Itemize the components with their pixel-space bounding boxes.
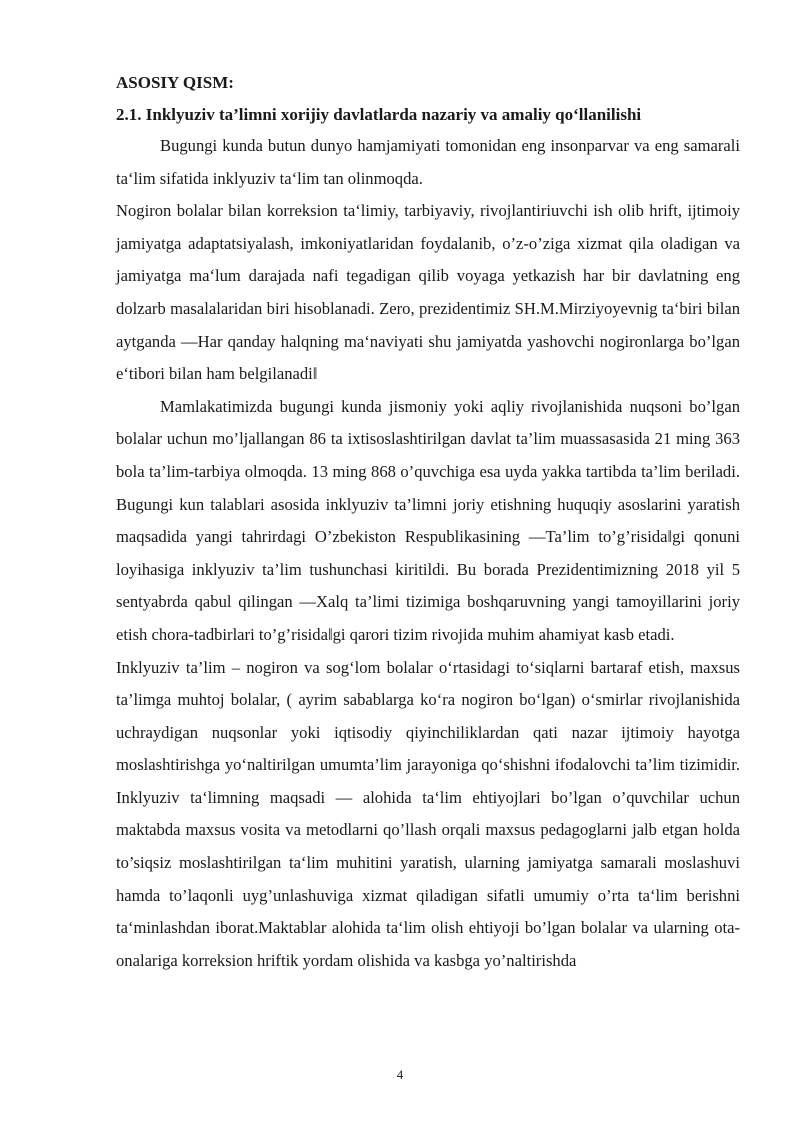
section-title: 2.1. Inklyuziv ta’limni xorijiy davlatlarda nazariy va amaliy qo‘llanilishi [116, 105, 642, 124]
paragraph-intro: Bugungi kunda butun dunyo hamjamiyati tomonidan eng insonparvar va eng samarali ta‘lim sifatida inklyuziv ta‘lim tan olinmoqda. [116, 136, 740, 188]
page-content [116, 72, 740, 977]
section-label: ASOSIY QISM: [116, 73, 234, 92]
paragraph-correction: Nogiron bolalar bilan korreksion ta‘limiy, tarbiyaviy, rivojlantiriuvchi ish olib hrift, ijtimoiy jamiyatga adaptatsiyalash, imkoniyatlaridan foydalanib, o’z-o’ziga xizmat qila oladigan va jamiyatga ma‘lum darajada nafi tegadigan qilib voyaga yetkazish har bir davlatning eng dolzarb masalalaridan biri hisoblanadi. Zero, prezidentimiz SH.M.Mirziyoyevnig ta‘biri bilan aytganda ―Har qanday halqning ma‘naviyati shu jamiyatda yashovchi nogironlarga bo’lgan e‘tibori bilan ham belgilanadi‖ [116, 201, 740, 384]
paragraph-statistics: Mamlakatimizda bugungi kunda jismoniy yoki aqliy rivojlanishida nuqsoni bo’lgan bolalar uchun mo’ljallangan 86 ta ixtisoslashtirilgan davlat ta’lim muassasasida 21 ming 363 bola ta’lim-tarbiya olmoqda. 13 ming 868 o’quvchiga esa uyda yakka tartibda ta’lim beriladi. Bugungi kun talablari asosida inklyuziv ta’limni joriy etishning huquqiy asoslarini yaratish maqsadida yangi tahrirdagi O’zbekiston Respublikasining ―Ta’lim to’g’risida‖gi qonuni loyihasiga inklyuziv ta’lim tushunchasi kiritildi. Bu borada Prezidentimizning 2018 yil 5 sentyabrda qabul qilingan ―Xalq ta’limi tizimiga boshqaruvning yangi tamoyillarini joriy etish chora-tadbirlari to’g’risida‖gi qarori tizim rivojida muhim ahamiyat kasb etadi. [116, 396, 740, 644]
page-number: 4 [396, 1067, 404, 1082]
paragraph-definition: Inklyuziv ta’lim – nogiron va sog‘lom bolalar o‘rtasidagi to‘siqlarni bartaraf etish, maxsus ta’limga muhtoj bolalar, ( ayrim sabablarga ko‘ra nogiron bo‘lgan) o‘smirlar rivojlanishida uchraydigan nuqsonlar yoki iqtisodiy qiyinchiliklardan qati nazar ijtimoiy hayotga moslashtirishga yo‘naltirilgan umumta’lim jarayoniga qo‘shishni ifodalovchi ta’lim tizimidir. Inklyuziv ta‘limning maqsadi — alohida ta‘lim ehtiyojlari bo’lgan o’quvchilar uchun maktabda maxsus vosita va metodlarni qo’llash orqali maxsus pedagoglarni jalb etgan holda to’siqsiz moslashtirilgan ta‘lim muhitini yaratish, ularning jamiyatga samarali moslashuvi hamda to’laqonli uyg’unlashuviga xizmat qiladigan sifatli umumiy o’rta ta‘lim berishni ta‘minlashdan iborat.Maktablar alohida ta‘lim olish ehtiyoji bo’lgan bolalar va ularning ota-onalariga korreksion hriftik yordam olishida va kasbga yo’naltirishda [116, 657, 740, 970]
